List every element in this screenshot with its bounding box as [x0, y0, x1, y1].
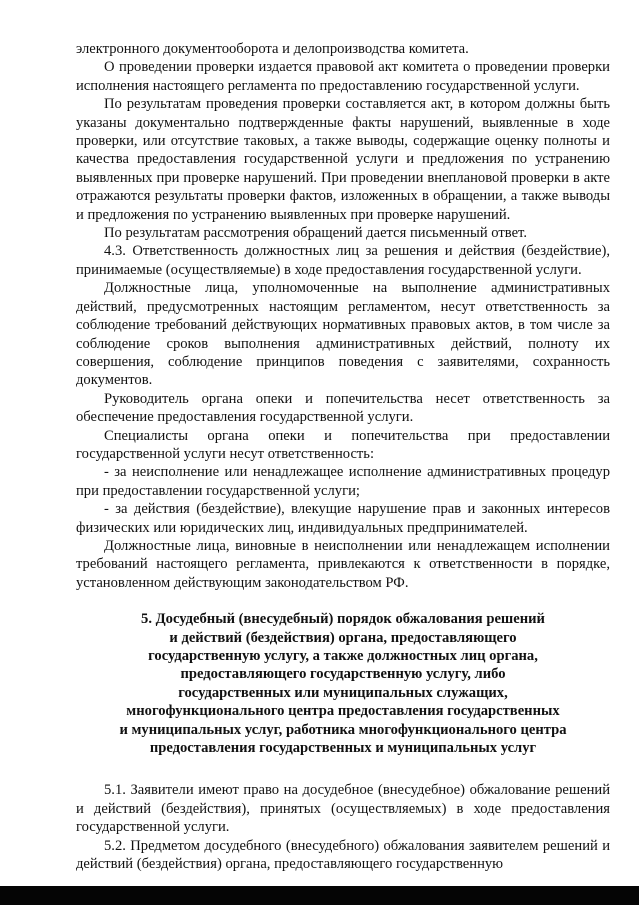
spacer	[76, 757, 610, 781]
spacer	[76, 592, 610, 610]
paragraph: Специалисты органа опеки и попечительства при предоставлении государственной услуги несут ответственность:	[76, 427, 610, 462]
heading-line: 5. Досудебный (внесудебный) порядок обжалования решений	[141, 611, 545, 628]
heading-line: и действий (бездействия) органа, предоставляющего	[169, 629, 517, 646]
heading-line: государственных или муниципальных служащих,	[178, 684, 508, 701]
paragraph: 5.2. Предметом досудебного (внесудебного) обжалования заявителем решений и действий (бездействия) органа, предоставляющего государственную	[76, 837, 610, 873]
paragraph: Должностные лица, уполномоченные на выполнение административных действий, предусмотренных настоящим регламентом, несут ответственность за соблюдение требований действующих нормативных правовых актов, в том числе за соблюдение сроков выполнения административных действий, полноту их совершения, соблюдение принципов поведения с заявителями, сохранность документов.	[76, 280, 610, 389]
paragraph: электронного документооборота и делопроизводства комитета.	[76, 41, 469, 57]
heading-line: предоставления государственных и муниципальных услуг	[149, 740, 537, 757]
paragraph: Должностные лица, виновные в неисполнении или ненадлежащем исполнении требований настоящего регламента, привлекаются к ответственности в порядке, установленном действующим законодательством РФ.	[76, 537, 610, 591]
paragraph: - за неисполнение или ненадлежащее исполнение административных процедур при предоставлении государственной услуги;	[76, 464, 610, 499]
heading-line: государственную услугу, а также должностных лиц органа,	[148, 648, 538, 664]
scan-edge-bar	[0, 886, 639, 905]
paragraph: 4.3. Ответственность должностных лиц за решения и действия (бездействие), принимаемые (осуществляемые) в ходе предоставления государственной услуги.	[76, 243, 610, 278]
paragraph: По результатам рассмотрения обращений дается письменный ответ.	[104, 225, 527, 242]
paragraph: О проведении проверки издается правовой акт комитета о проведении проверки исполнения настоящего регламента по предоставлению государственной услуги.	[76, 59, 610, 94]
paragraph: По результатам проведения проверки составляется акт, в котором должны быть указаны документально подтвержденные факты нарушений, выявленные в ходе проверки, или отсутствие таковых, а также выводы, содержащие оценку полноты и качества предоставления государственной услуги и предложения по устранению выявленных при проверке нарушений. При проведении внеплановой проверки в акте отражаются результаты проверки фактов, изложенных в обращении, а также выводы и предложения по устранению выявленных при проверке нарушений.	[76, 96, 610, 223]
paragraph: - за действия (бездействие), влекущие нарушение прав и законных интересов физических или юридических лиц, индивидуальных предпринимателей.	[76, 501, 610, 536]
paragraph: Руководитель органа опеки и попечительства несет ответственность за обеспечение предоставления государственной услуги.	[76, 390, 610, 426]
paragraph: 5.1. Заявители имеют право на досудебное (внесудебное) обжалование решений и действий (бездействия), принятых (осуществляемых) в ходе предоставления государственной услуги.	[76, 782, 610, 836]
heading-line: предоставляющего государственную услугу, либо	[180, 666, 506, 683]
heading-line: и муниципальных услуг, работника многофункционального центра	[119, 721, 567, 738]
section-heading	[76, 610, 610, 757]
heading-line: многофункционального центра предоставления государственных	[126, 703, 560, 720]
text-column	[76, 40, 610, 873]
